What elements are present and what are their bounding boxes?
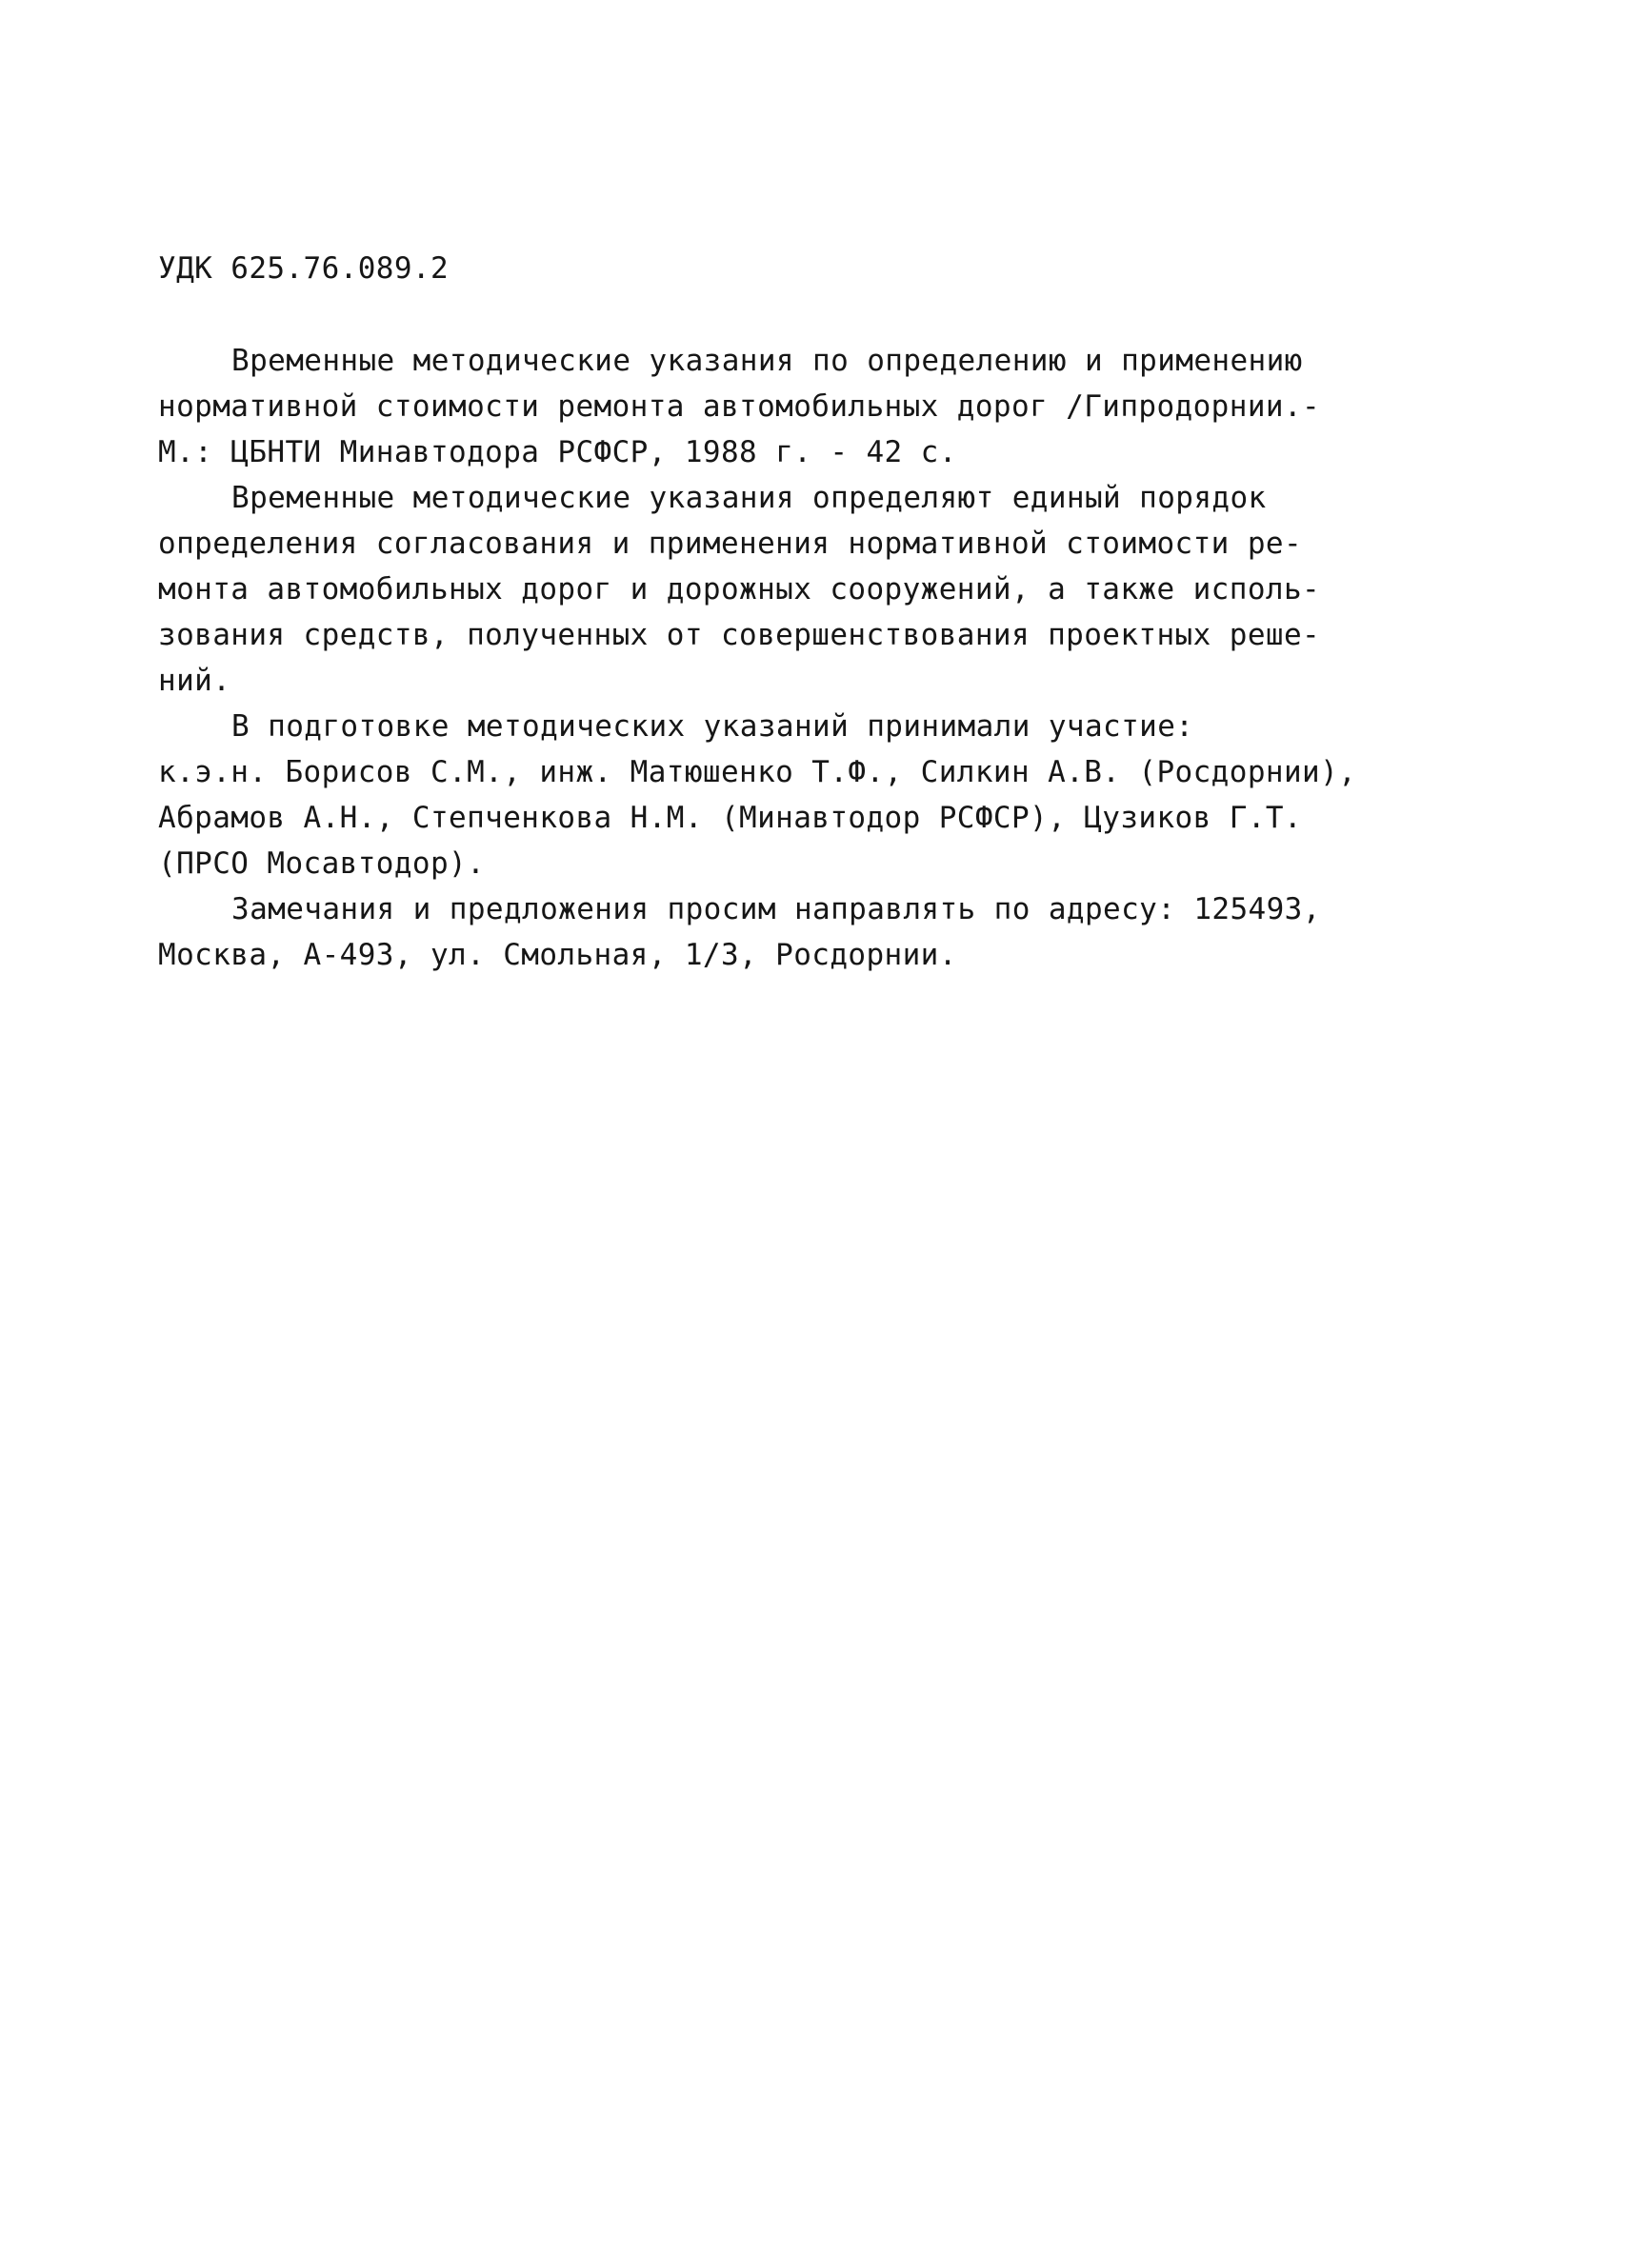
abstract-line: Временные методические указания определяют единый порядок <box>231 481 1267 515</box>
abstract-line: монта автомобильных дорог и дорожных сооружений, а также исполь- <box>158 572 1321 607</box>
abstract-line: ний. <box>158 664 231 698</box>
contributors-paragraph <box>158 704 1415 886</box>
document-body <box>158 246 1415 978</box>
contributors-line: (ПРСО Мосавтодор). <box>158 846 486 881</box>
bibliographic-entry-line: Временные методические указания по определению и применению <box>231 344 1303 378</box>
feedback-address-line: Москва, А-493, ул. Смольная, 1/3, Росдорнии. <box>158 938 957 972</box>
contributors-line: Абрамов А.Н., Степченкова Н.М. (Минавтодор РСФСР), Цузиков Г.Т. <box>158 801 1303 835</box>
abstract-line: зования средств, полученных от совершенствования проектных реше- <box>158 618 1321 652</box>
udc-code: УДК 625.76.089.2 <box>158 251 450 286</box>
feedback-address-paragraph <box>158 886 1415 978</box>
abstract-line: определения согласования и применения нормативной стоимости ре- <box>158 527 1303 561</box>
contributors-line: В подготовке методических указаний принимали участие: <box>231 709 1194 744</box>
bibliographic-entry-line: нормативной стоимости ремонта автомобильных дорог /Гипродорнии.- <box>158 389 1321 424</box>
bibliographic-entry-line: М.: ЦБНТИ Минавтодора РСФСР, 1988 г. - 42 с. <box>158 435 957 469</box>
contributors-line: к.э.н. Борисов С.М., инж. Матюшенко Т.Ф., Силкин А.В. (Росдорнии), <box>158 755 1357 789</box>
feedback-address-line: Замечания и предложения просим направлять по адресу: 125493, <box>231 892 1321 926</box>
abstract-paragraph <box>158 475 1415 704</box>
bibliographic-entry <box>158 338 1415 475</box>
